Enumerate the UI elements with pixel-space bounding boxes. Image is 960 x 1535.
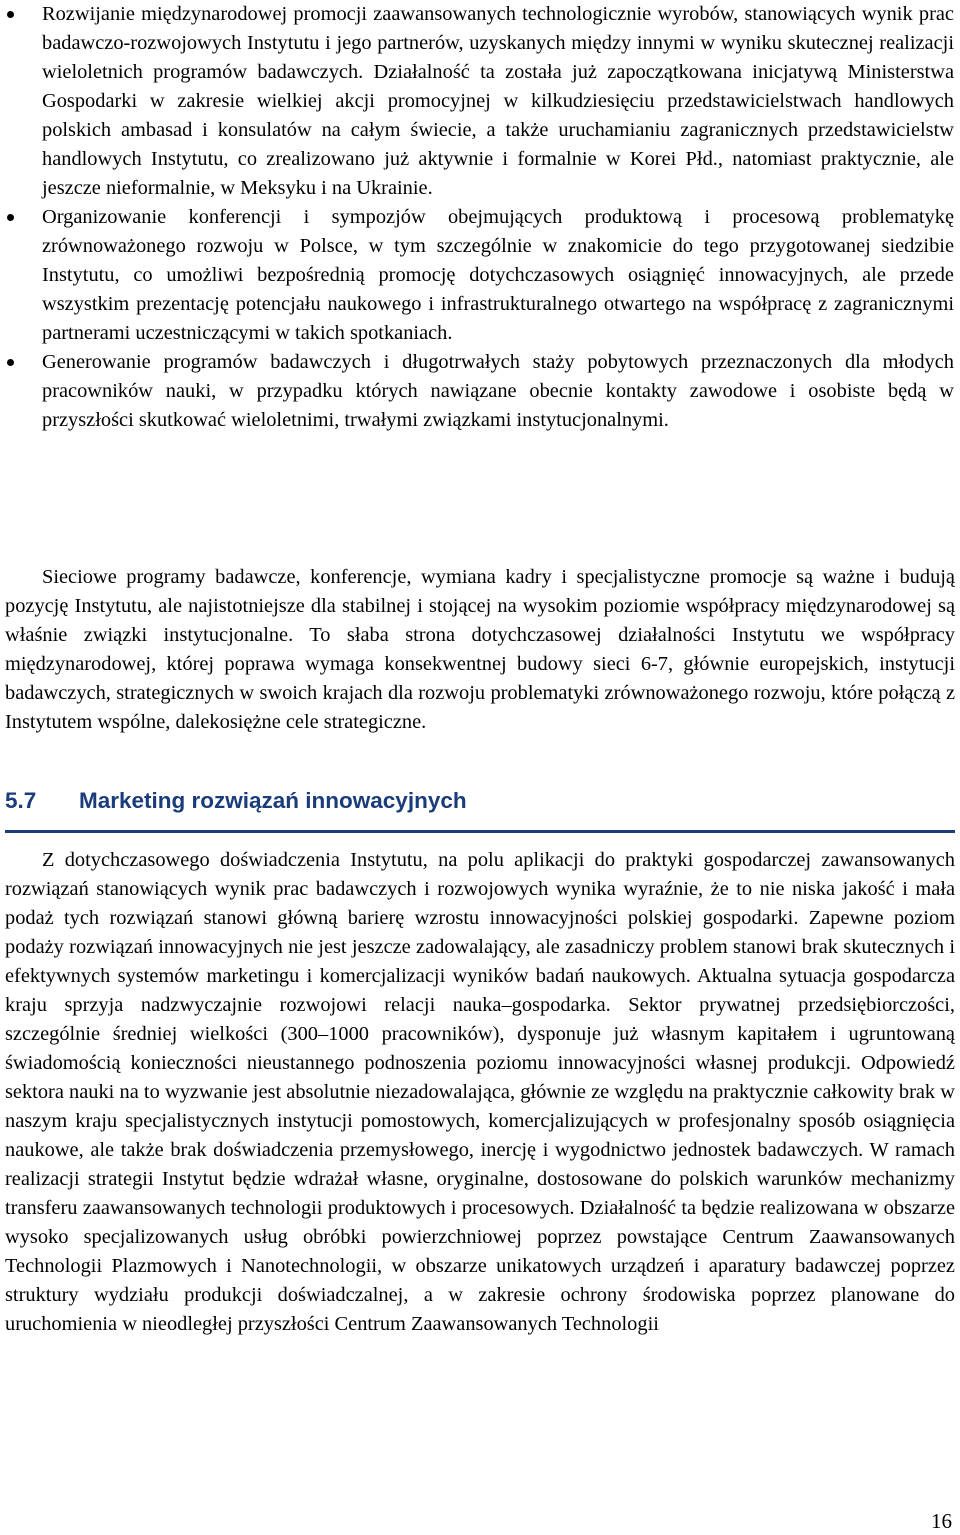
bullet-text: Organizowanie konferencji i sympozjów obejmujących produktową i procesową problematykę zrównoważonego rozwoju w Polsce, w tym szczególnie w znakomicie do tego przygotowanej siedzibie Instytutu, co umożliwi bezpośrednią promocję dotychczasowych osiągnięć innowacyjnych, ale przede wszystkim prezentację potencjału naukowego i infrastrukturalnego otwartego na współpracę z zagranicznymi partnerami uczestniczącymi w takich spotkaniach. [42,206,954,344]
bullet-text: Generowanie programów badawczych i długotrwałych staży pobytowych przeznaczonych dla młodych pracowników nauki, w przypadku których nawiązane obecnie kontakty zawodowe i osobiste będą w przyszłości skutkować wieloletnimi, trwałymi związkami instytucjonalnymi. [42,351,954,431]
paragraph-network-programs: Sieciowe programy badawcze, konferencje, wymiana kadry i specjalistyczne promocje są ważne i budują pozycję Instytutu, ale najistotniejsze dla stabilnej i stojącej na wysokim poziomie współpracy międzynarodowej są właśnie związki instytucjonalne. To słaba strona dotychczasowej działalności Instytutu we współpracy międzynarodowej, której poprawa wymaga konsekwentnej budowy sieci 6-7, głównie europejskich, instytucji badawczych, strategicznych w swoich krajach dla rozwoju problematyki zrównoważonego rozwoju, które połączą z Instytutem wspólne, dalekosiężne cele strategiczne. [5,566,955,733]
bullet-icon [7,359,14,366]
bullet-list [0,0,960,435]
bullet-icon [7,214,14,221]
bullet-icon [7,11,14,18]
section-divider [5,830,955,833]
bullet-item-conferences [0,203,960,348]
bullet-text: Rozwijanie międzynarodowej promocji zaawansowanych technologicznie wyrobów, stanowiących wynik prac badawczo-rozwojowych Instytutu i jego partnerów, uzyskanych między innymi w wyniku skutecznej realizacji wieloletnich programów badawczych. Działalność ta została już zapoczątkowana inicjatywą Ministerstwa Gospodarki w zakresie wielkiej akcji promocyjnej w kilkudziesięciu przedstawicielstwach handlowych polskich ambasad i konsulatów na całym świecie, a także uruchamianiu zagranicznych przedstawicielstw handlowych Instytutu, co zrealizowano już aktywnie i formalnie w Korei Płd., natomiast praktycznie, ale jeszcze nieformalnie, w Meksyku i na Ukrainie. [42,3,954,199]
section-heading [5,788,955,814]
bullet-item-international-promotion [0,0,960,203]
paragraph-marketing: Z dotychczasowego doświadczenia Instytutu, na polu aplikacji do praktyki gospodarczej zawansowanych rozwiązań stanowiących wynik prac badawczych i rozwojowych wynika wyraźnie, że to nie niska jakość i mała podaż tych rozwiązań stanowi główną barierę wzrostu innowacyjności polskiej gospodarki. Zapewne poziom podaży rozwiązań innowacyjnych nie jest jeszcze zadowalający, ale zasadniczy problem stanowi brak skutecznych i efektywnych systemów marketingu i komercjalizacji wyników badań naukowych. Aktualna sytuacja gospodarcza kraju sprzyja nadzwyczajnie rozwojowi relacji nauka–gospodarka. Sektor prywatnej przedsiębiorczości, szczególnie średniej wielkości (300–1000 pracowników), dysponuje już własnym kapitałem i ugruntowaną świadomością konieczności nieustannego podnoszenia poziomu innowacyjności własnej produkcji. Odpowiedź sektora nauki na to wyzwanie jest absolutnie niezadowalająca, głównie ze względu na praktycznie całkowity brak w naszym kraju specjalistycznych instytucji pomostowych, komercjalizujących w profesjonalny sposób osiągnięcia naukowe, ale także brak doświadczenia przemysłowego, inercję i wygodnictwo jednostek badawczych. W ramach realizacji strategii Instytut będzie wdrażał własne, oryginalne, dostosowane do polskich warunków mechanizmy transferu zaawansowanych technologii produktowych i procesowych. Działalność ta będzie realizowana w obszarze wysoko specjalizowanych usług obróbki powierzchniowej poprzez powstające Centrum Zaawansowanych Technologii Plazmowych i Nanotechnologii, w obszarze unikatowych urządzeń i aparatury badawczej poprzez struktury wydziału produkcji doświadczalnej, a w zakresie ochrony środowiska poprzez planowane do uruchomienia w nieodległej przyszłości Centrum Zaawansowanych Technologii [5,849,955,1335]
section-title: Marketing rozwiązań innowacyjnych [79,788,467,813]
bullet-item-research-programs [0,348,960,435]
section-number: 5.7 [5,788,37,813]
page-number: 16 [931,1509,952,1533]
